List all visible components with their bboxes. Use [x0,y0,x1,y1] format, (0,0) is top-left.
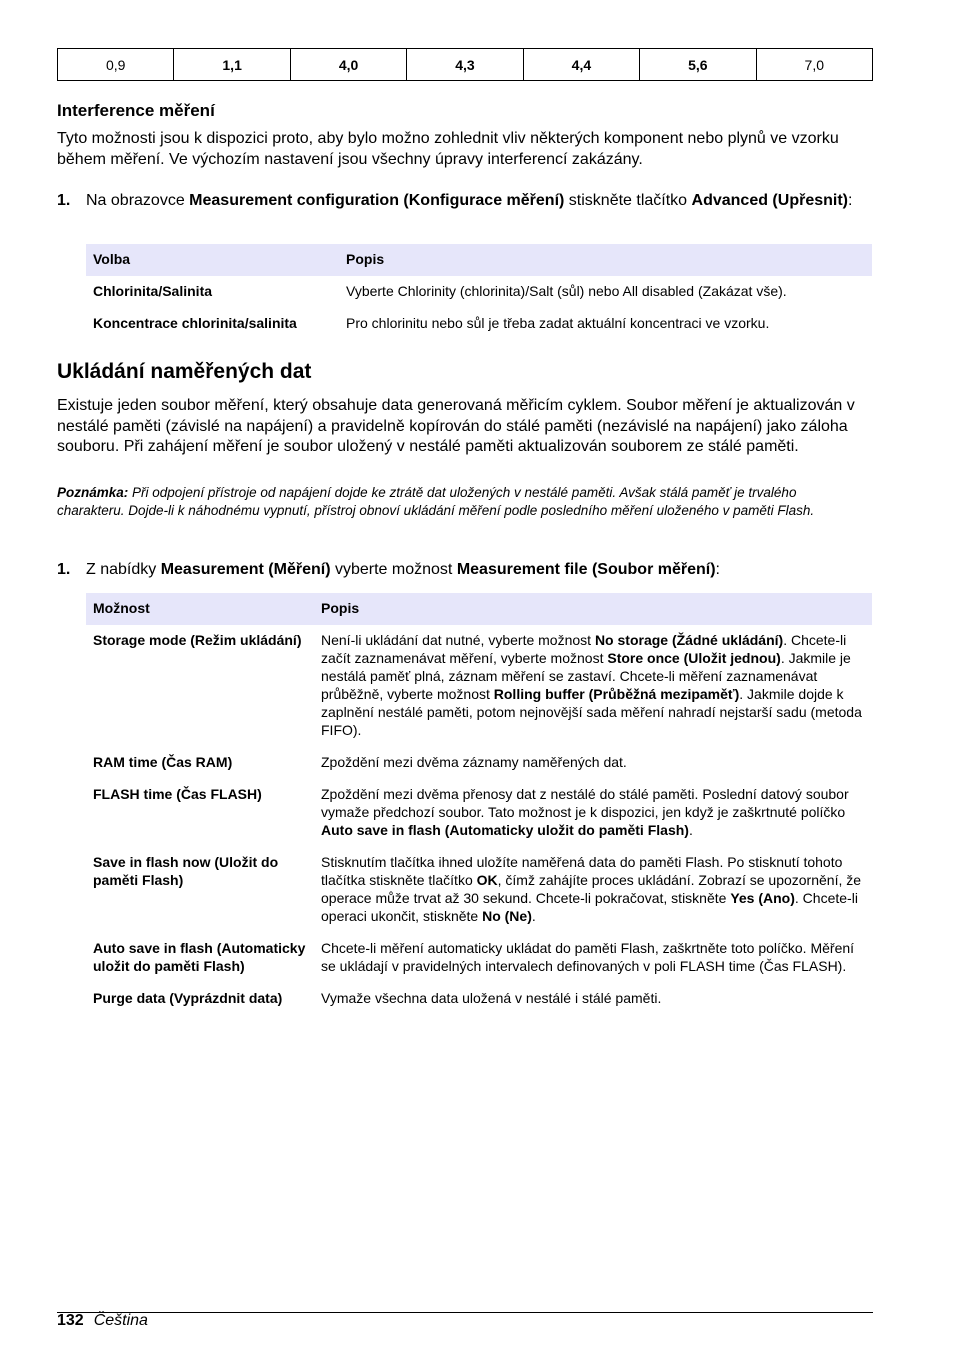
values-table [57,48,873,81]
menu-name: Measurement (Měření) [160,561,331,578]
description-text: . Jakmile je nestálá paměť plná, záznam měření se zastaví. Chcete-li měření zaznamenávat průběžně, vyberte možnost [321,650,851,702]
description-text: . [688,822,693,838]
storage-note [57,484,867,520]
option-label: Chlorinita/Salinita [93,283,213,299]
button-name: Advanced (Upřesnit) [691,192,848,209]
description-text: Vymaže všechna data uložená v nestálé i stálé paměti. [321,990,662,1006]
option-description: Vyberte Chlorinity (chlorinita)/Salt (sůl) nebo All disabled (Zakázat vše). [346,283,787,299]
value-cell: 4,0 [290,49,406,81]
value-cell: 0,9 [58,49,174,81]
value-cell: 5,6 [640,49,756,81]
option-description [314,625,872,747]
emphasized-term: Auto save in flash (Automaticky uložit do paměti Flash) [321,822,689,838]
table-row [86,308,872,340]
description-text: . Jakmile dojde k zaplnění nestálé paměti, potom nejnovější sada měření nahradí nejstarší sadu (metoda FIFO). [321,686,862,738]
option-label: Storage mode (Režim ukládání) [93,632,302,648]
description-text: , čímž zahájíte proces ukládání. Zobrazí se upozornění, že operace může trvat až 30 sekund. Chcete-li pokračovat, stiskněte [321,872,862,906]
description-text: Není-li ukládání dat nutné, vyberte možnost [321,632,595,648]
description-text: Zpoždění mezi dvěma záznamy naměřených dat. [321,754,627,770]
footer-divider [57,1312,873,1313]
description-text: . Chcete-li operaci ukončit, stiskněte [321,890,858,924]
storage-heading: Ukládání naměřených dat [57,360,312,383]
option-description: Pro chlorinitu nebo sůl je třeba zadat aktuální koncentraci ve vzorku. [346,315,770,331]
description-text: Zpoždění mezi dvěma přenosy dat z nestálé do stálé paměti. Poslední datový soubor vymaže předchozí soubor. Tato možnost je k dispozici, jen když je zaškrtnuté políčko [321,786,849,820]
emphasized-term: No (Ne) [482,908,532,924]
menu-name: Measurement configuration (Konfigurace měření) [189,192,565,209]
column-header: Možnost [86,593,314,625]
option-label: Koncentrace chlorinita/salinita [93,315,297,331]
step-text-part: : [715,561,720,578]
option-label: Save in flash now (Uložit do paměti Flash) [93,854,279,888]
table-header-row [86,593,872,625]
emphasized-term: Rolling buffer (Průběžná mezipaměť) [493,686,740,702]
storage-step [57,560,875,582]
description-text: . Chcete-li začít zaznamenávat měření, vyberte možnost [321,632,847,666]
table-row [86,983,872,1015]
storage-options-table [86,593,872,1015]
emphasized-term: Yes (Ano) [730,890,795,906]
table-header-row [86,244,872,276]
description-text: Chcete-li měření automaticky ukládat do paměti Flash, zaškrtněte toto políčko. Měření se ukládají v pravidelných intervalech definovaných v poli FLASH time (Čas FLASH). [321,940,855,974]
step-number: 1. [57,561,71,578]
step-text-part: stiskněte tlačítko [564,192,692,209]
option-label: RAM time (Čas RAM) [93,754,233,770]
table-row [86,747,872,779]
column-header: Volba [86,244,339,276]
emphasized-term: No storage (Žádné ukládání) [594,632,784,648]
column-header: Popis [314,593,872,625]
storage-paragraph: Existuje jeden soubor měření, který obsahuje data generovaná měřicím cyklem. Soubor měření je aktualizován v nestálé paměti (závislé na napájení) a pravidelně kopírován do stálé paměti (nezávislé na napájení) jako záloha souboru. Při zahájení měření je soubor uložený v nestálé paměti aktualizován souborem ze stálé paměti. [57,397,855,455]
interference-step [57,191,875,233]
interference-heading: Interference měření [57,101,215,120]
page-footer [57,1312,148,1330]
option-label: Auto save in flash (Automaticky uložit do paměti Flash) [93,940,306,974]
value-cell: 7,0 [756,49,872,81]
option-description [314,779,872,847]
interference-options-table [86,244,872,340]
emphasized-term: Store once (Uložit jednou) [607,650,781,666]
table-row [86,625,872,747]
step-text-part: Z nabídky [86,561,161,578]
value-cell: 1,1 [174,49,290,81]
value-cell: 4,3 [407,49,523,81]
step-text-part: : [847,192,853,209]
option-description [314,983,872,1015]
step-number: 1. [57,192,71,209]
values-row [58,49,873,81]
step-text [86,560,876,580]
option-description [314,933,872,983]
table-row [86,276,872,308]
note-text: Při odpojení přístroje od napájení dojde ke ztrátě dat uložených v nestálé paměti. Avšak stálá paměť je trvalého charakteru. Dojde-li k náhodnému vypnutí, přístroj obnoví ukládání měření podle posledního měření uloženého v paměti Flash. [57,485,815,518]
interference-paragraph: Tyto možnosti jsou k dispozici proto, aby bylo možno zohlednit vliv některých komponent nebo plynů ve vzorku během měření. Ve výchozím nastavení jsou všechny úpravy interferencí zakázány. [57,130,839,168]
emphasized-term: OK [476,872,498,888]
table-row [86,933,872,983]
table-row [86,847,872,933]
table-row [86,779,872,847]
step-text-part: Na obrazovce [86,192,190,209]
step-text [86,191,876,211]
option-label: Purge data (Vyprázdnit data) [93,990,283,1006]
footer-language: Čeština [93,1312,148,1329]
menu-option-name: Measurement file (Soubor měření) [456,561,716,578]
column-header: Popis [339,244,872,276]
description-text: Stisknutím tlačítka ihned uložíte naměřená data do paměti Flash. Po stisknutí tohoto tlačítka stiskněte tlačítko [321,854,843,888]
note-label: Poznámka: [57,485,129,500]
option-description [314,747,872,779]
option-description [314,847,872,933]
step-text-part: vyberte možnost [330,561,457,578]
value-cell: 4,4 [523,49,639,81]
description-text: . [531,908,536,924]
page-number: 132 [57,1312,84,1329]
option-label: FLASH time (Čas FLASH) [93,786,262,802]
